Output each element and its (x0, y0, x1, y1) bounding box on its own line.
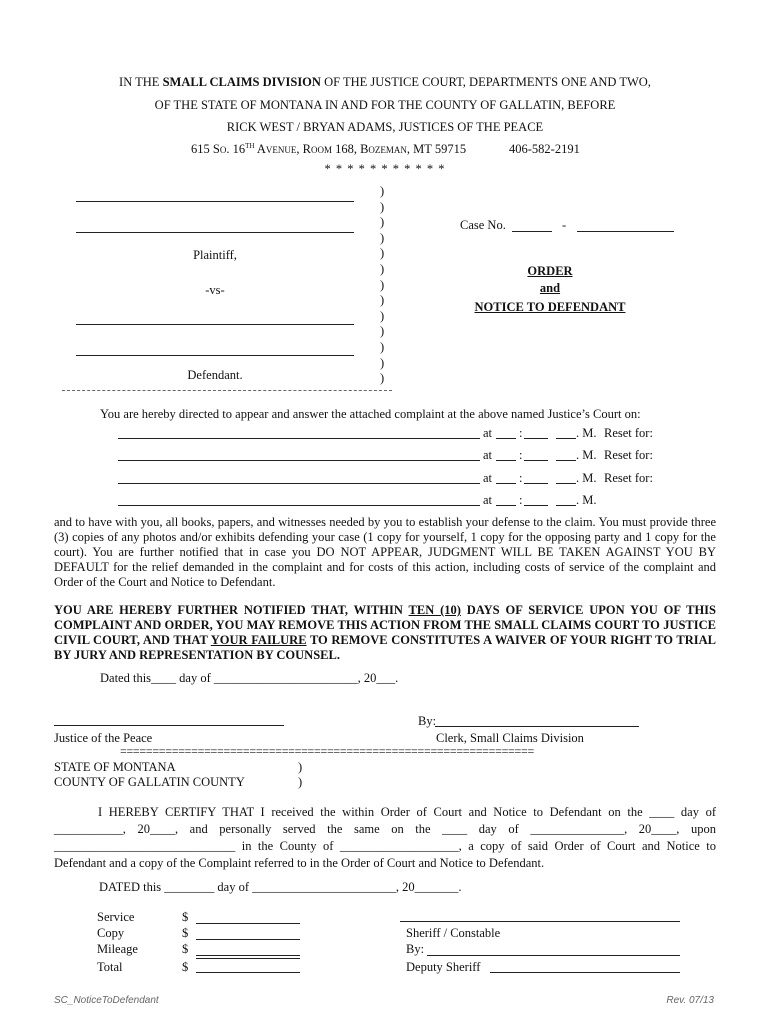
by-label: By: (418, 714, 437, 728)
fee-label-mileage: Mileage (97, 942, 138, 956)
m-label: . M. (576, 471, 597, 485)
reset-label: Reset for: (604, 426, 653, 440)
appearance-date-field[interactable] (118, 460, 480, 461)
deputy-label: Deputy Sheriff (406, 960, 481, 974)
fee-mileage-field[interactable] (196, 955, 300, 956)
removal-notice-paragraph: YOU ARE HEREBY FURTHER NOTIFIED THAT, WITHIN TEN (10) DAYS OF SERVICE UPON YOU OF THIS COMPLAINT AND ORDER, YOU MAY REMOVE THIS ACTION FROM THE SMALL CLAIMS COURT TO JUSTICE CIVIL COURT, AND THAT YOUR FAILURE TO REMOVE CONSTITUTES A WAIVER OF YOUR RIGHT TO TRIAL BY JURY AND REPRESENTATION BY COUNSEL. (54, 603, 716, 662)
plaintiff-name-line-1[interactable] (76, 201, 354, 202)
clerk-signature-line[interactable] (435, 726, 639, 727)
justice-signature-line[interactable] (54, 725, 284, 726)
dated-line: Dated this____ day of _______________________, 20___. (100, 671, 399, 685)
colon: : (519, 426, 523, 440)
separator: ================================================================ (120, 744, 534, 758)
vs-label: -vs- (205, 283, 225, 297)
clerk-label: Clerk, Small Claims Division (436, 731, 584, 745)
sheriff-by-field[interactable] (427, 955, 680, 956)
dollar-sign: $ (182, 942, 189, 956)
fee-label-total: Total (97, 960, 123, 974)
defendant-label: Defendant. (187, 368, 243, 382)
m-label: . M. (576, 448, 597, 462)
ampm-field[interactable] (556, 505, 576, 506)
appearance-date-field[interactable] (118, 483, 480, 484)
hour-field[interactable] (496, 460, 516, 461)
plaintiff-label: Plaintiff, (193, 248, 237, 262)
certify-line-4: Defendant and a copy of the Complaint referred to in the Order of Court and Notice to Defendant. (54, 856, 545, 870)
case-no-field-2[interactable] (577, 231, 674, 232)
certify-line-1: I HEREBY CERTIFY THAT I received the within Order of Court and Notice to Defendant on the ____ day of (98, 805, 716, 819)
state-paren: ) (298, 760, 303, 774)
hour-field[interactable] (496, 483, 516, 484)
reset-label: Reset for: (604, 448, 653, 462)
justice-label: Justice of the Peace (54, 731, 153, 745)
at-label: at (483, 426, 493, 440)
court-phone: 406-582-2191 (509, 142, 580, 156)
minute-field[interactable] (524, 438, 548, 439)
certify-line-3: _____________________________ in the County of ___________________, a copy of said Order of Court and Notice to (54, 839, 716, 853)
ampm-field[interactable] (556, 438, 576, 439)
plaintiff-name-line-2[interactable] (76, 232, 354, 233)
fee-service-field[interactable] (196, 923, 300, 924)
revision-label: Rev. 07/13 (666, 995, 714, 1006)
defendant-name-line-2[interactable] (76, 355, 354, 356)
county-paren: ) (298, 775, 303, 789)
dollar-sign: $ (182, 926, 189, 940)
certify-line-2: ___________, 20____, and personally served the same on the ____ day of _______________, 20____, upon (54, 822, 716, 836)
caption-parentheses: ) ) ) ) ) ) ) ) ) ) ) ) ) (380, 184, 385, 386)
at-label: at (483, 471, 493, 485)
case-no-dash: - (562, 218, 567, 232)
stars-divider: * * * * * * * * * * * (324, 162, 446, 176)
instructions-paragraph: and to have with you, all books, papers, and witnesses needed by you to establish your defense to the claim. You must provide three (3) copies of any photos and/or exhibits defending your case (1 copy for yourself, 1 copy for the opposing party and 1 copy for the court). You are further notified that in case you DO NOT APPEAR, JUDGMENT WILL BE TAKEN AGAINST YOU BY DEFAULT for the relief demanded in the complaint and for costs of this action, including costs of service of the complaint and Order of the Court and Notice to Defendant. (54, 515, 716, 589)
dollar-sign: $ (182, 910, 189, 924)
colon: : (519, 448, 523, 462)
case-no-field-1[interactable] (512, 231, 552, 232)
court-header-line1: IN THE SMALL CLAIMS DIVISION OF THE JUSTICE COURT, DEPARTMENTS ONE AND TWO, (119, 75, 651, 89)
county-label: COUNTY OF GALLATIN COUNTY (54, 775, 245, 789)
fee-total-field[interactable] (196, 972, 300, 973)
fee-total-rule (196, 958, 300, 959)
fee-copy-field[interactable] (196, 939, 300, 940)
state-label: STATE OF MONTANA (54, 760, 176, 774)
at-label: at (483, 448, 493, 462)
at-label: at (483, 493, 493, 507)
reset-label: Reset for: (604, 471, 653, 485)
minute-field[interactable] (524, 505, 548, 506)
ampm-field[interactable] (556, 483, 576, 484)
appearance-date-field[interactable] (118, 438, 480, 439)
deputy-field[interactable] (490, 972, 680, 973)
sheriff-by-label: By: (406, 942, 425, 956)
order-title: ORDER (527, 264, 573, 278)
ampm-field[interactable] (556, 460, 576, 461)
notice-title: NOTICE TO DEFENDANT (474, 300, 626, 314)
court-address: 615 So. 16TH Avenue, Room 168, Bozeman, MT 59715 (191, 142, 467, 157)
dollar-sign: $ (182, 960, 189, 974)
court-header-line3: RICK WEST / BRYAN ADAMS, JUSTICES OF THE PEACE (226, 120, 544, 134)
fee-label-service: Service (97, 910, 135, 924)
colon: : (519, 471, 523, 485)
colon: : (519, 493, 523, 507)
sheriff-signature-line[interactable] (400, 921, 680, 922)
and-title: and (539, 281, 561, 295)
court-header-line2: OF THE STATE OF MONTANA IN AND FOR THE COUNTY OF GALLATIN, BEFORE (154, 98, 616, 112)
m-label: . M. (576, 426, 597, 440)
appearance-date-field[interactable] (118, 505, 480, 506)
minute-field[interactable] (524, 460, 548, 461)
minute-field[interactable] (524, 483, 548, 484)
form-id: SC_NoticeToDefendant (54, 995, 159, 1006)
fee-label-copy: Copy (97, 926, 125, 940)
m-label: . M. (576, 493, 597, 507)
appear-intro: You are hereby directed to appear and answer the attached complaint at the above named Justice’s Court on: (100, 407, 641, 421)
dated-line-2: DATED this ________ day of _______________________, 20_______. (99, 880, 462, 894)
hour-field[interactable] (496, 438, 516, 439)
sheriff-label: Sheriff / Constable (406, 926, 501, 940)
defendant-name-line-1[interactable] (76, 324, 354, 325)
hour-field[interactable] (496, 505, 516, 506)
caption-divider (62, 390, 392, 391)
case-no-label: Case No. (460, 218, 506, 232)
